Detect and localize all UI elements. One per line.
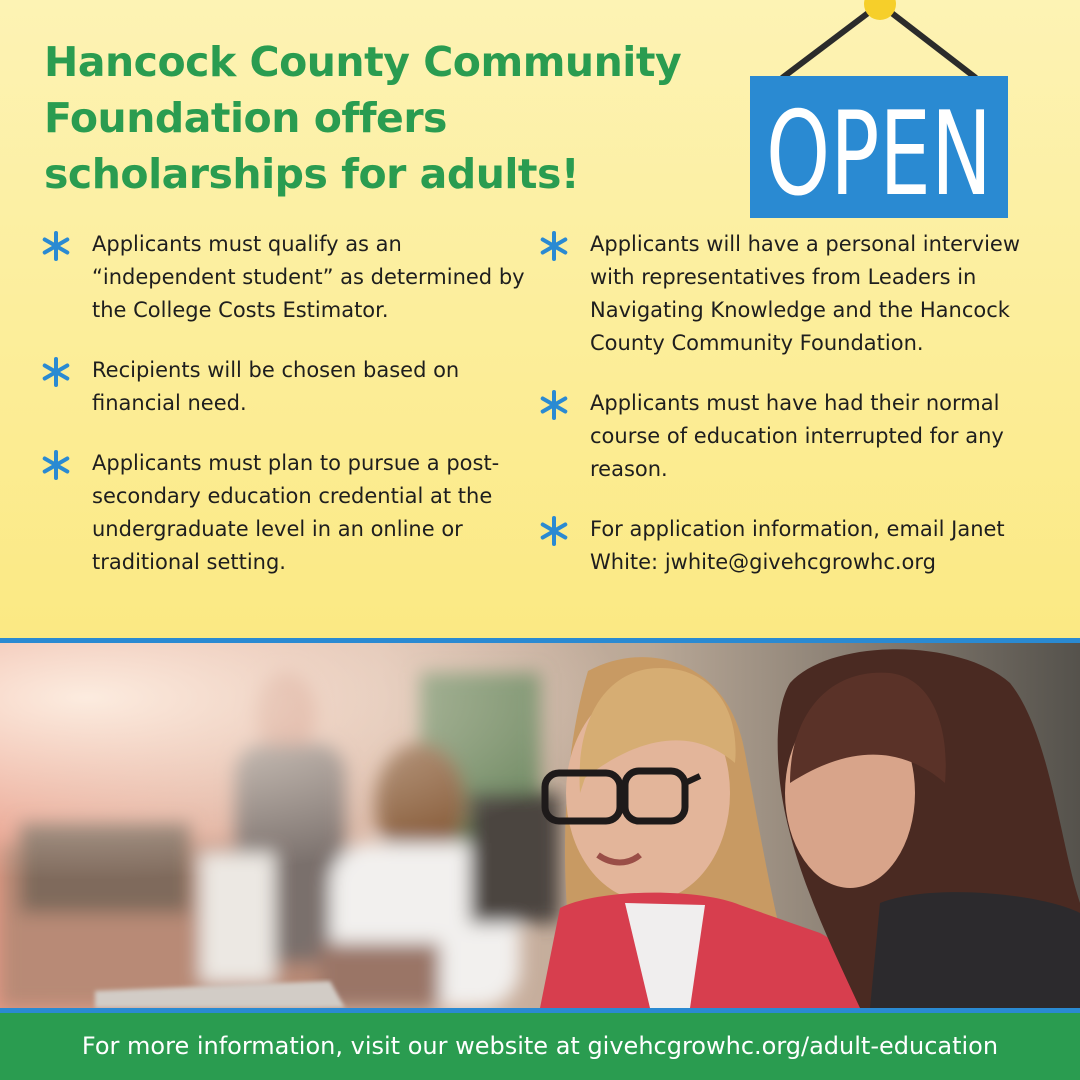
asterisk-icon	[40, 230, 72, 262]
asterisk-icon	[538, 515, 570, 547]
footer-link[interactable]: For more information, visit our website at givehcgrowhc.org/adult-education	[81, 1032, 999, 1060]
page-title: Hancock County Community Foundation offers scholarships for adults!	[44, 38, 682, 198]
list-item	[40, 228, 540, 327]
asterisk-icon	[538, 389, 570, 421]
requirements-left-column	[40, 228, 540, 579]
asterisk-icon	[40, 356, 72, 388]
list-item-text: Applicants must plan to pursue a post-secondary education credential at the undergraduate level in an online or traditional setting.	[92, 451, 500, 574]
asterisk-icon	[538, 230, 570, 262]
open-sign-icon	[740, 0, 1020, 225]
list-item	[40, 447, 540, 579]
list-item	[538, 513, 1068, 579]
photo-illustration	[0, 643, 1080, 1008]
requirements-right-column	[538, 228, 1068, 579]
list-item-text: For application information, email Janet White: jwhite@givehcgrowhc.org	[590, 517, 1005, 574]
list-item	[538, 387, 1068, 486]
footer-banner	[0, 1013, 1080, 1080]
list-item-text: Applicants must qualify as an “independent student” as determined by the College Costs Estimator.	[92, 232, 525, 322]
asterisk-icon	[40, 449, 72, 481]
list-item	[538, 228, 1068, 360]
photo-women-at-laptop	[0, 643, 1080, 1008]
list-item-text: Recipients will be chosen based on financial need.	[92, 358, 460, 415]
list-item	[40, 354, 540, 420]
open-sign-label: OPEN	[766, 87, 992, 222]
list-item-text: Applicants must have had their normal course of education interrupted for any reason.	[590, 391, 1004, 481]
list-item-text: Applicants will have a personal interview with representatives from Leaders in Navigating Knowledge and the Hancock County Community Foundation.	[590, 232, 1021, 355]
